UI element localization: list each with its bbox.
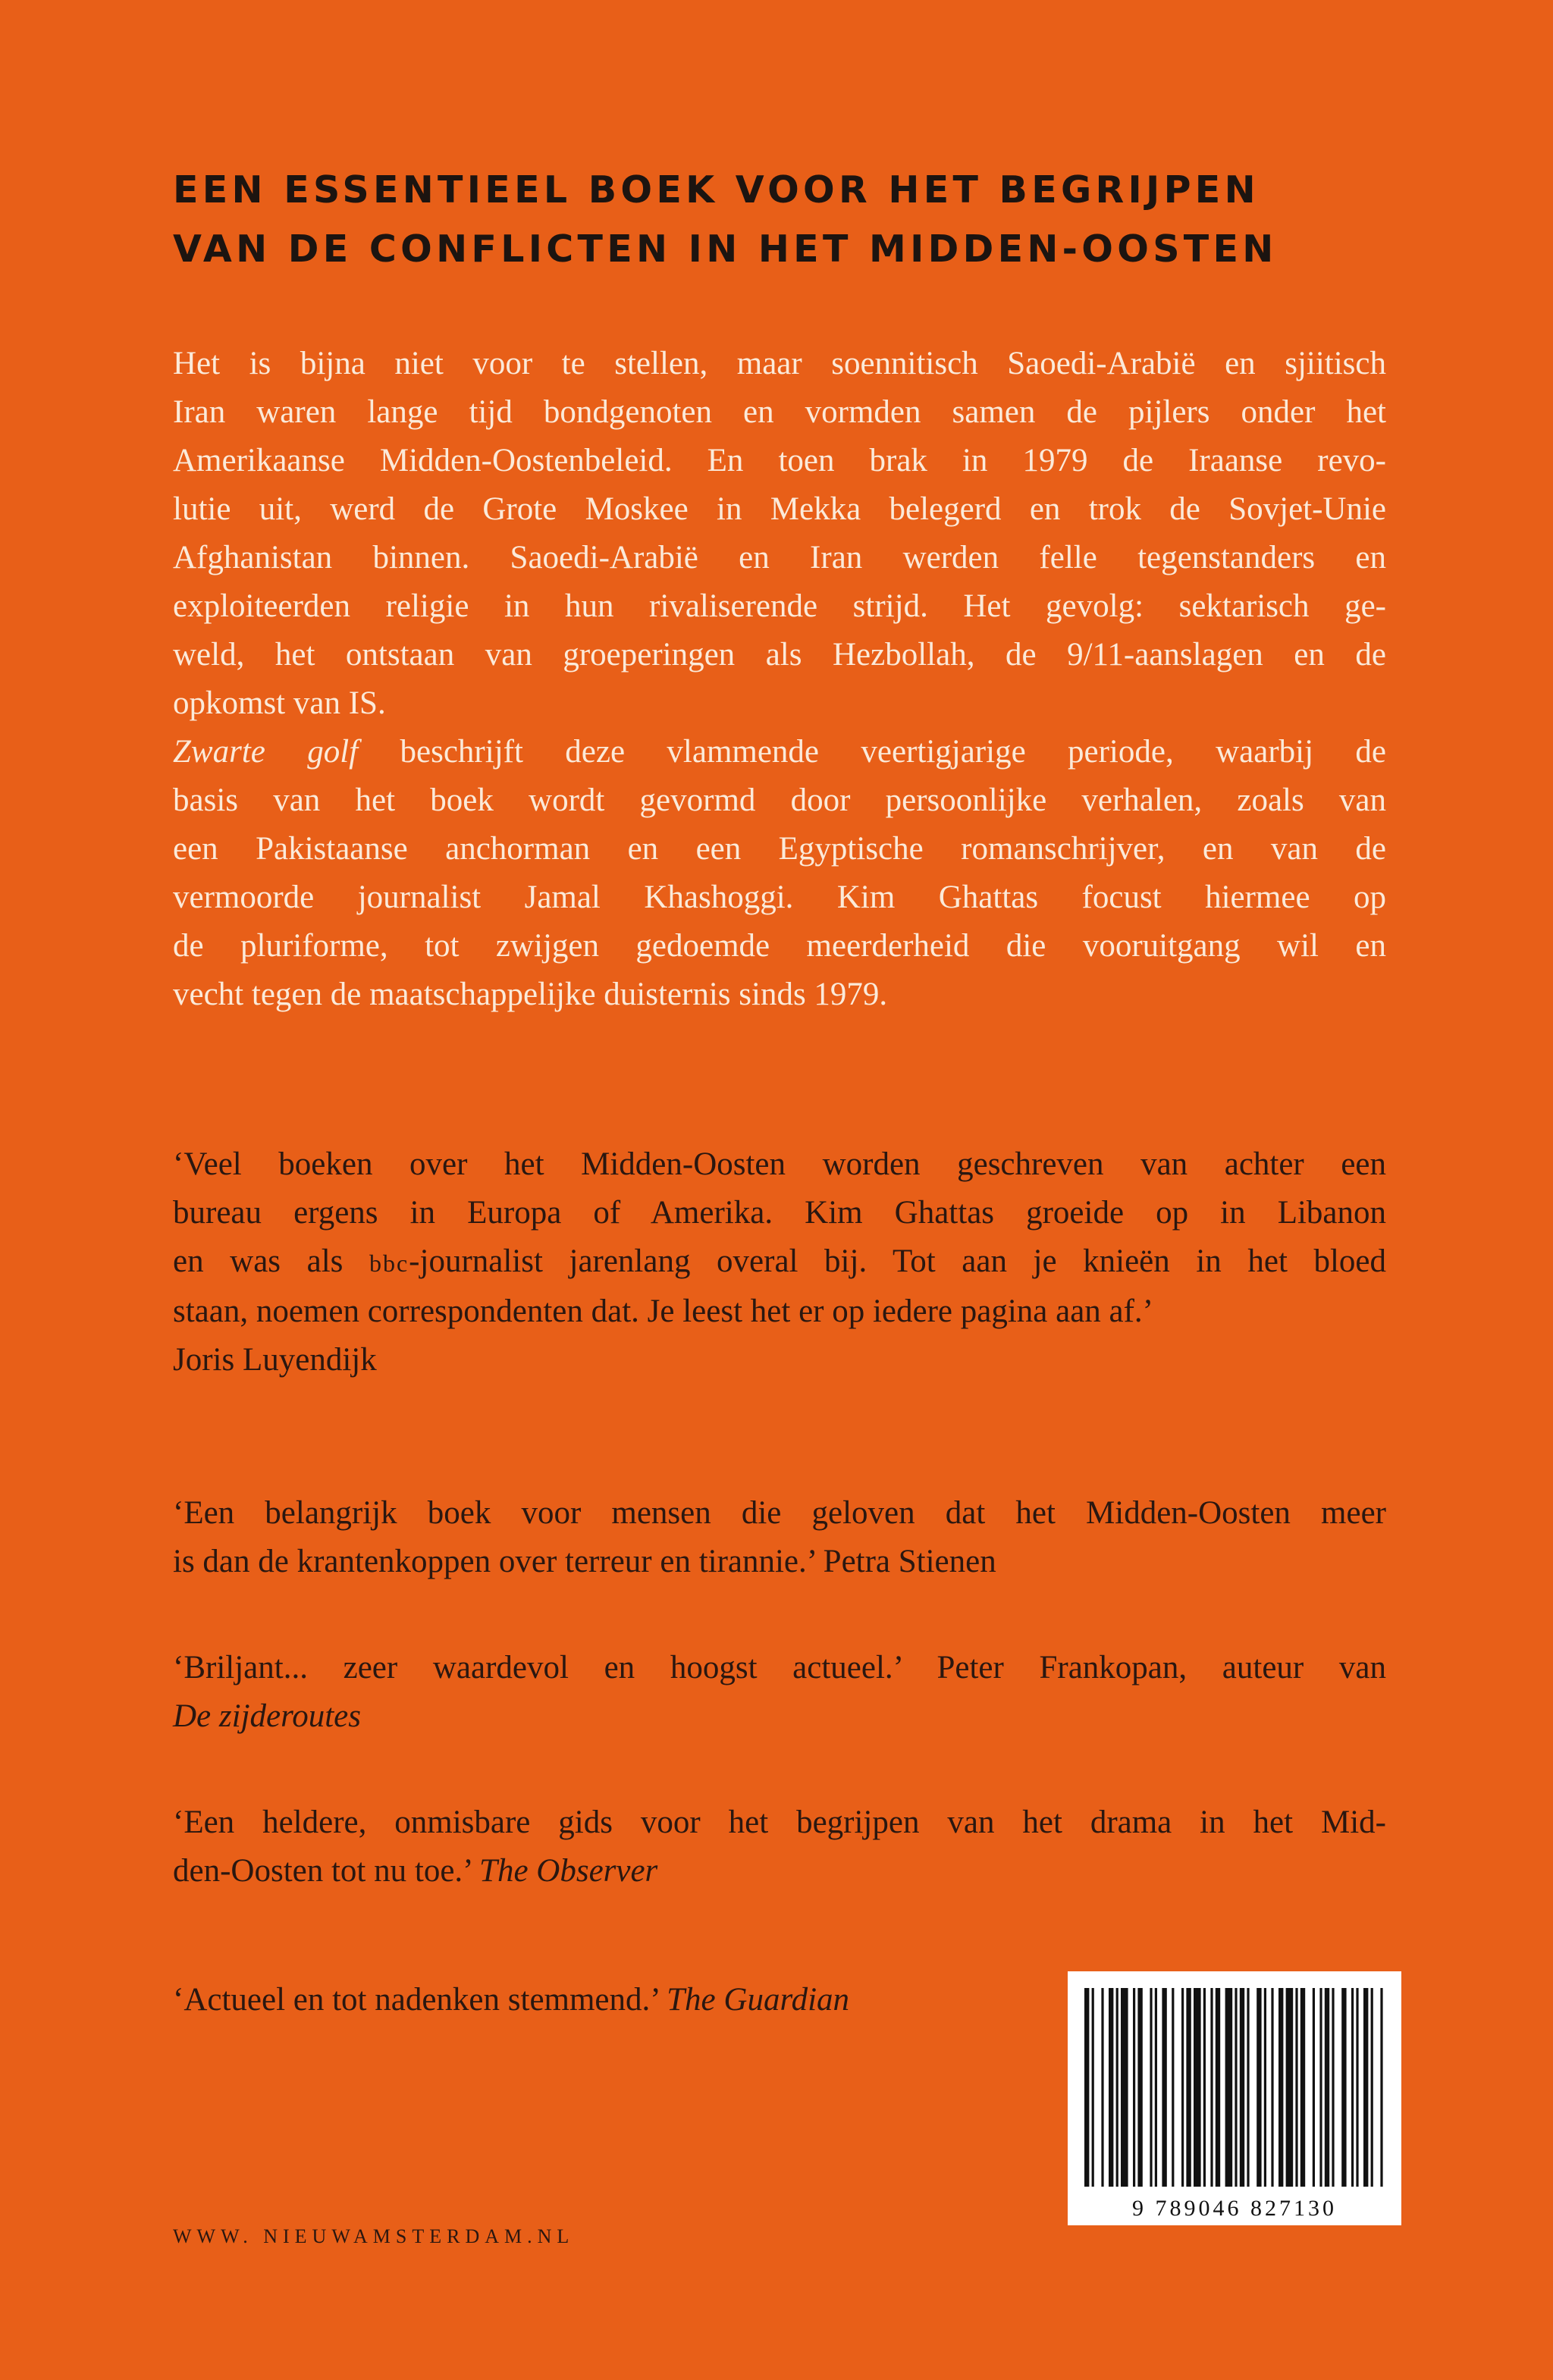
isbn-number: 9 789046 827130 [1132,2196,1337,2221]
quote-author: Joris Luyendijk [173,1342,377,1378]
quote-source: De zijderoutes [173,1698,362,1734]
barcode-bar [1121,1988,1128,2187]
barcode-bar [1278,1988,1283,2187]
barcode-bar [1203,1988,1206,2187]
barcode-bar [1271,1988,1273,2187]
barcode-bar [1150,1988,1152,2187]
barcode-bar [1137,1988,1142,2187]
isbn-barcode [1068,1971,1401,2225]
barcode-bar [1313,1988,1315,2187]
blurb-line [173,728,1386,776]
quote-text: den-Oosten tot nu toe.’ [173,1853,480,1889]
barcode-bar [1295,1988,1297,2187]
blurb-line: de pluriforme, tot zwijgen gedoemde meerderheid die vooruitgang wil en [173,928,1386,964]
quote-line [173,1237,1386,1287]
blurb-line: een Pakistaanse anchorman en een Egyptische romanschrijver, en van de [173,831,1386,867]
blurb-line: Het is bijna niet voor te stellen, maar soennitisch Saoedi-Arabië en sjiitisch [173,346,1386,381]
quote-source: The Observer [479,1853,658,1889]
barcode-bar [1257,1988,1261,2187]
barcode-bar [1319,1988,1322,2187]
barcode-bar [1356,1988,1358,2187]
review-quote-frankopan [173,1644,1386,1741]
blurb-line-rest: beschrijft deze vlammende veertigjarige periode, waarbij de [358,734,1386,770]
review-quote-stienen [173,1489,1386,1586]
blurb-line: exploiteerden religie in hun rivaliserende strijd. Het gevolg: sektarisch ge- [173,588,1386,624]
barcode-bar [1116,1988,1118,2187]
barcode-bar [1264,1988,1266,2187]
barcode-bar [1225,1988,1233,2187]
blurb-paragraph [173,340,1386,1019]
cover-heading [173,161,1394,279]
bbc-small-caps: bbc [369,1250,409,1277]
review-quote-luyendijk [173,1140,1386,1384]
barcode-bar [1162,1988,1166,2187]
barcode-bar [1240,1988,1244,2187]
quote-line: ‘Een belangrijk boek voor mensen die geloven dat het Midden-Oosten meer [173,1495,1386,1531]
quote-line: ‘Briljant... zeer waardevol en hoogst actueel.’ Peter Frankopan, auteur van [173,1650,1386,1685]
book-title: Zwarte golf [173,734,359,770]
barcode-bar [1332,1988,1334,2187]
quote-source: The Guardian [667,1982,850,2018]
barcode-bar [1101,1988,1103,2187]
barcode-bar [1210,1988,1213,2187]
review-quote-observer [173,1798,1386,1896]
barcode-bar [1092,1988,1094,2187]
blurb-line: vermoorde journalist Jamal Khashoggi. Kim Ghattas focust hiermee op [173,880,1386,915]
blurb-line: Iran waren lange tijd bondgenoten en vormden samen de pijlers onder het [173,394,1386,430]
blurb-line: Amerikaanse Midden-Oostenbeleid. En toen brak in 1979 de Iraanse revo- [173,443,1386,478]
barcode-bar [1300,1988,1305,2187]
quote-line: ‘Een heldere, onmisbare gids voor het begrijpen van het drama in het Mid- [173,1805,1386,1840]
publisher-url: WWW. NIEUWAMSTERDAM.NL [173,2225,575,2247]
barcode-bar [1235,1988,1237,2187]
barcode-bar [1109,1988,1113,2187]
quote-line: bureau ergens in Europa of Amerika. Kim Ghattas groeide op in Libanon [173,1195,1386,1231]
blurb-line: lutie uit, werd de Grote Moskee in Mekka belegerd en trok de Sovjet-Unie [173,491,1386,527]
barcode-bar [1247,1988,1249,2187]
quote-text: en was als [173,1243,369,1279]
barcode-bar [1181,1988,1184,2187]
barcode-bar [1351,1988,1354,2187]
blurb-line: vecht tegen de maatschappelijke duisternis sinds 1979. [173,977,888,1012]
blurb-line: opkomst van IS. [173,685,386,721]
blurb-line: basis van het boek wordt gevormd door persoonlijke verhalen, zoals van [173,782,1386,818]
barcode-graphic [1068,1971,1401,2225]
blurb-line: Afghanistan binnen. Saoedi-Arabië en Iran werden felle tegenstanders en [173,540,1386,575]
barcode-bar [1380,1988,1382,2187]
barcode-bar [1363,1988,1368,2187]
barcode-bar [1172,1988,1174,2187]
barcode-bar [1194,1988,1201,2187]
heading-line-1: EEN ESSENTIEEL BOEK VOOR HET BEGRIJPEN [173,168,1260,212]
barcode-bar [1133,1988,1135,2187]
barcode-bar [1216,1988,1220,2187]
heading-line-2: VAN DE CONFLICTEN IN HET MIDDEN-OOSTEN [173,227,1278,271]
barcode-bar [1186,1988,1191,2187]
barcode-bar [1341,1988,1346,2187]
quote-line: staan, noemen correspondenten dat. Je leest het er op iedere pagina aan af.’ [173,1293,1154,1329]
barcode-bar [1371,1988,1373,2187]
blurb-line: weld, het ontstaan van groeperingen als Hezbollah, de 9/11-aanslagen en de [173,637,1386,673]
barcode-bar [1325,1988,1329,2187]
barcode-bar [1286,1988,1294,2187]
barcode-bar [1084,1988,1089,2187]
barcode-bar [1155,1988,1157,2187]
quote-line: ‘Veel boeken over het Midden-Oosten worden geschreven van achter een [173,1146,1386,1182]
quote-line [173,1847,1386,1896]
quote-line: is dan de krantenkoppen over terreur en tirannie.’ Petra Stienen [173,1544,996,1579]
quote-text: ‘Actueel en tot nadenken stemmend.’ [173,1982,667,2018]
quote-text: -journalist jarenlang overal bij. Tot aan je knieën in het bloed [409,1243,1387,1279]
